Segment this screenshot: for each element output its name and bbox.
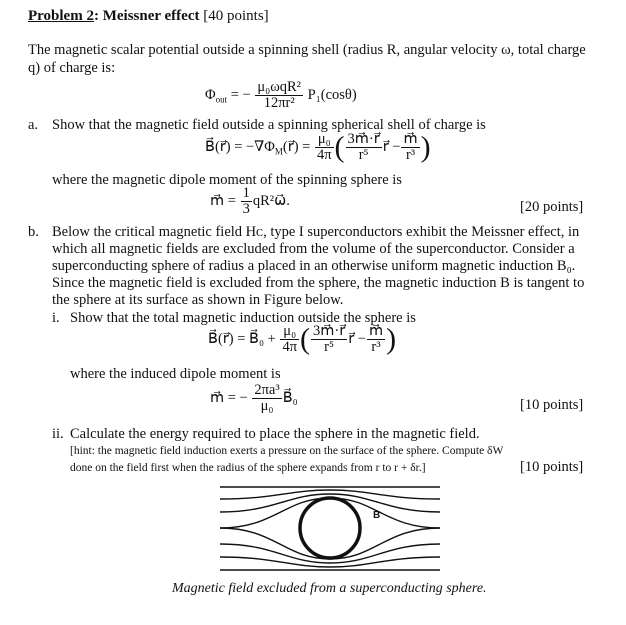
eqa-t1-den: r⁵ [358, 147, 369, 163]
figure-caption: Magnetic field excluded from a superconducting sphere. [172, 581, 487, 596]
eqa2-frac [241, 186, 252, 217]
eqb-t1-num: 3m⃗·r⃗ [313, 323, 346, 339]
eqa-t1-after: r⃗ − [382, 138, 401, 155]
eqa-t1 [346, 132, 382, 163]
eqa-lhs: B⃗(r⃗) = −∇Φ [205, 138, 275, 155]
eqa-rparen: ) [420, 130, 431, 164]
eqa2-rhs: qR²ω⃗. [252, 192, 290, 209]
eq1-num: μ₀ωqR² [257, 79, 302, 95]
eqa-t2-num: m⃗ [403, 131, 418, 147]
part-b-i-text: Show that the total magnetic induction outside the sphere is [70, 310, 416, 326]
title-colon: : [93, 8, 99, 24]
eqb-lhs: B⃗(r⃗) = B⃗₀ + [208, 330, 276, 347]
part-b-label: b. [28, 224, 39, 240]
equation-potential [205, 80, 357, 111]
part-a-text2: where the magnetic dipole moment of the spinning sphere is [52, 172, 402, 188]
eqa-lhs2: (r⃗) = [282, 138, 311, 155]
equation-field-a [205, 132, 431, 163]
part-b-line-5: the sphere at its surface as shown in Figure below. [52, 292, 344, 308]
eqa2-num: 1 [242, 185, 250, 201]
eqa-coef [315, 132, 334, 163]
eqb2-frac [252, 383, 281, 414]
problem-name: Meissner effect [102, 8, 200, 24]
eqb-t1-den: r⁵ [324, 339, 335, 355]
part-b-i-points: [10 points] [520, 397, 584, 413]
eqb-lparen: ( [300, 322, 311, 356]
eqb-coef [280, 324, 299, 355]
eq1-lhs-sub: out [215, 94, 228, 105]
equation-dipole-bi [210, 383, 298, 414]
part-b-line-4: Since the magnetic field is excluded from the sphere, the magnetic induction B is tangent to [52, 275, 585, 291]
eqb-t2 [367, 324, 385, 355]
part-a-points: [20 points] [520, 199, 584, 215]
part-b-line-1: Below the critical magnetic field Hᴄ, type I superconductors exhibit the Meissner effect, in [52, 224, 580, 240]
part-b-ii-text: Calculate the energy required to place the sphere in the magnetic field. [70, 426, 480, 442]
part-b-ii-hint-2: done on the field first when the radius of the sphere expands from r to r + δr.] [70, 462, 426, 474]
part-b-line-3: superconducting sphere of radius a placed in an otherwise uniform magnetic induction B₀. [52, 258, 576, 274]
figure-field-label: B [373, 510, 381, 521]
eq1-eq: = − [230, 86, 251, 103]
part-b-i-label: i. [52, 310, 60, 326]
part-a-label: a. [28, 117, 39, 133]
eqa-lhs-sub: M [274, 146, 283, 157]
superconducting-sphere [300, 498, 360, 558]
part-b-i-text2: where the induced dipole moment is [70, 366, 281, 382]
eqb2-lhs: m⃗ = − [210, 389, 248, 406]
problem-number: Problem 2 [28, 8, 94, 24]
eqa-coef-num: μ₀ [315, 132, 334, 148]
eqb-coef-den: 4π [282, 339, 298, 355]
meissner-figure [215, 480, 445, 575]
eqa-coef-den: 4π [316, 147, 332, 163]
problem-points: [40 points] [203, 8, 269, 24]
intro-line-1: The magnetic scalar potential outside a spinning shell (radius R, angular velocity ω, total charge [28, 42, 586, 58]
problem-title [28, 8, 269, 25]
eqa2-lhs: m⃗ = [210, 192, 236, 209]
eqa-t1-num: 3m⃗·r⃗ [347, 131, 380, 147]
eqb-t1 [311, 324, 347, 355]
eq1-den: 12πr² [263, 95, 295, 111]
eqa-t2-den: r³ [405, 147, 416, 163]
eqb2-num: 2πa³ [254, 382, 280, 398]
part-b-ii-label: ii. [52, 426, 64, 442]
eqa-lparen: ( [334, 130, 345, 164]
part-b-ii-hint-1: [hint: the magnetic field induction exerts a pressure on the surface of the sphere. Compute δW [70, 445, 504, 457]
eq1-lhs: Φ [205, 86, 216, 103]
equation-field-bi [208, 324, 396, 355]
eqb-coef-num: μ₀ [280, 324, 299, 340]
eqb-rparen: ) [386, 322, 397, 356]
part-a-text: Show that the magnetic field outside a spinning spherical shell of charge is [52, 117, 486, 133]
equation-dipole-a [210, 186, 290, 217]
part-b-line-2: which all magnetic fields are excluded from the volume of the superconductor. Consider a [52, 241, 575, 257]
eqb-t2-num: m⃗ [368, 323, 384, 339]
eqb2-den: μ₀ [260, 398, 274, 414]
eqa-t2 [401, 132, 419, 163]
eqb-t1-after: r⃗ − [348, 330, 366, 347]
eqa2-den: 3 [242, 201, 250, 217]
eq1-rhs: P₁(cosθ) [307, 86, 357, 103]
eqb-t2-den: r³ [371, 339, 381, 355]
part-b-ii-points: [10 points] [520, 459, 584, 475]
eq1-fraction [255, 80, 303, 111]
intro-line-2: q) of charge is: [28, 60, 116, 76]
eqb2-rhs: B⃗₀ [282, 389, 298, 406]
